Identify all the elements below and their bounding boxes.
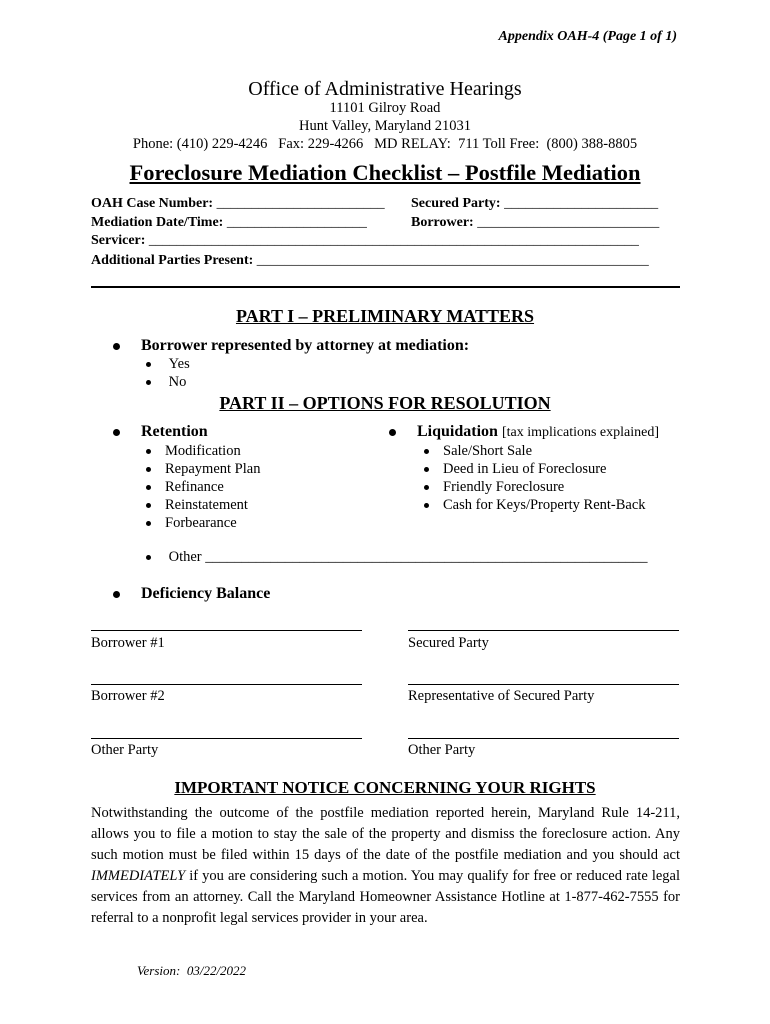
other-line[interactable]: _____________________________________________________________ xyxy=(205,549,648,565)
address-line-1: 11101 Gilroy Road xyxy=(329,100,441,116)
retention-item[interactable] xyxy=(146,443,241,460)
notice-text: Notwithstanding the outcome of the postfile mediation reported herein, Maryland Rule 14-211, allows you to file a motion to stay the sale of the property and dismiss the foreclosure action. Any such motion must be filed within 15 days of the date of the postfile mediation and you should act xyxy=(91,805,680,863)
signature-label-borrower-2: Borrower #2 xyxy=(91,688,165,704)
liquidation-item[interactable] xyxy=(424,461,606,478)
notice-text: if you are considering such a motion. You may qualify for free or reduced rate legal services from an attorney. Call the Maryland Homeowner Assistance Hotline at 1-877-462-7555 for referral to a nonprofit legal services provider in your area. xyxy=(91,867,680,926)
deficiency-heading xyxy=(113,585,270,603)
secured-party-label: Secured Party: xyxy=(411,196,501,211)
contact-line: Phone: (410) 229-4246 Fax: 229-4266 MD RELAY: 711 Toll Free: (800) 388-8805 xyxy=(132,136,638,152)
bullet-icon xyxy=(146,362,151,367)
retention-item-label: Forbearance xyxy=(165,515,237,531)
liquidation-item-label: Friendly Foreclosure xyxy=(443,479,565,495)
retention-heading-text: Retention xyxy=(141,423,208,440)
liquidation-item[interactable] xyxy=(424,443,532,460)
appendix-label: Appendix OAH-4 (Page 1 of 1) xyxy=(498,29,677,44)
secured-party-field[interactable] xyxy=(411,196,658,212)
bullet-icon xyxy=(424,467,429,472)
bullet-icon xyxy=(146,555,151,560)
notice-title: IMPORTANT NOTICE CONCERNING YOUR RIGHTS xyxy=(174,778,596,797)
signature-label-other-party-left: Other Party xyxy=(91,742,159,758)
retention-item[interactable] xyxy=(146,497,248,514)
option-no[interactable] xyxy=(146,374,186,391)
retention-item[interactable] xyxy=(146,479,224,496)
borrower-label: Borrower: xyxy=(411,215,474,230)
bullet-icon xyxy=(389,429,396,436)
version-label: Version: 03/22/2022 xyxy=(137,963,247,978)
signature-label-representative: Representative of Secured Party xyxy=(408,688,595,704)
borrower-field[interactable] xyxy=(411,215,659,231)
liquidation-item[interactable] xyxy=(424,497,646,514)
mediation-date-field[interactable] xyxy=(91,215,367,231)
retention-item-label: Repayment Plan xyxy=(165,461,261,477)
option-no-label: No xyxy=(168,374,187,390)
additional-parties-label: Additional Parties Present: xyxy=(91,253,254,268)
bullet-icon xyxy=(113,429,120,436)
other-label: Other xyxy=(168,549,202,565)
liquidation-item-label: Cash for Keys/Property Rent-Back xyxy=(443,497,646,513)
bullet-icon xyxy=(113,591,120,598)
liquidation-heading-text: Liquidation xyxy=(417,423,498,440)
signature-line[interactable] xyxy=(91,738,362,739)
mediation-date-line[interactable]: ____________________ xyxy=(226,215,367,230)
signature-line[interactable] xyxy=(408,630,679,631)
notice-body xyxy=(91,803,680,928)
option-yes-label: Yes xyxy=(168,356,190,372)
additional-parties-field[interactable] xyxy=(91,253,649,269)
bullet-icon xyxy=(146,521,151,526)
bullet-icon xyxy=(424,449,429,454)
retention-heading xyxy=(113,423,208,441)
page-title: Foreclosure Mediation Checklist – Postfile Mediation xyxy=(129,160,641,185)
servicer-field[interactable] xyxy=(91,233,639,249)
retention-item[interactable] xyxy=(146,461,260,478)
retention-item-label: Reinstatement xyxy=(165,497,248,513)
office-name: Office of Administrative Hearings xyxy=(248,78,522,100)
retention-item-label: Refinance xyxy=(165,479,224,495)
section-divider xyxy=(91,286,680,288)
attorney-question-text: Borrower represented by attorney at mediation: xyxy=(141,337,470,354)
liquidation-item-label: Deed in Lieu of Foreclosure xyxy=(443,461,607,477)
bullet-icon xyxy=(113,343,120,350)
retention-item-label: Modification xyxy=(165,443,241,459)
case-number-line[interactable]: ________________________ xyxy=(216,196,385,211)
servicer-label: Servicer: xyxy=(91,233,146,248)
notice-emphasis: IMMEDIATELY xyxy=(91,867,186,884)
bullet-icon xyxy=(146,467,151,472)
retention-item[interactable] xyxy=(146,515,237,532)
part-2-title: PART II – OPTIONS FOR RESOLUTION xyxy=(219,393,551,413)
signature-line[interactable] xyxy=(408,684,679,685)
deficiency-heading-text: Deficiency Balance xyxy=(141,585,271,602)
bullet-icon xyxy=(146,449,151,454)
borrower-line[interactable]: __________________________ xyxy=(477,215,660,230)
bullet-icon xyxy=(146,485,151,490)
signature-line[interactable] xyxy=(91,684,362,685)
additional-parties-line[interactable]: ________________________________________________________ xyxy=(256,253,649,268)
bullet-icon xyxy=(146,503,151,508)
signature-label-other-party-right: Other Party xyxy=(408,742,476,758)
signature-line[interactable] xyxy=(408,738,679,739)
case-number-label: OAH Case Number: xyxy=(91,196,214,211)
liquidation-heading xyxy=(389,423,659,441)
case-number-field[interactable] xyxy=(91,196,385,212)
part-1-title: PART I – PRELIMINARY MATTERS xyxy=(235,306,535,326)
signature-label-borrower-1: Borrower #1 xyxy=(91,635,165,651)
bullet-icon xyxy=(146,380,151,385)
address-line-2: Hunt Valley, Maryland 21031 xyxy=(299,118,471,134)
signature-line[interactable] xyxy=(91,630,362,631)
liquidation-item-label: Sale/Short Sale xyxy=(443,443,533,459)
liquidation-item[interactable] xyxy=(424,479,564,496)
servicer-line[interactable]: ______________________________________________________________________ xyxy=(148,233,639,248)
option-yes[interactable] xyxy=(146,356,190,373)
secured-party-line[interactable]: ______________________ xyxy=(504,196,659,211)
attorney-question xyxy=(113,337,469,355)
bullet-icon xyxy=(424,503,429,508)
signature-label-secured-party: Secured Party xyxy=(408,635,489,651)
other-option[interactable] xyxy=(146,549,648,566)
liquidation-note: [tax implications explained] xyxy=(501,425,659,440)
mediation-date-label: Mediation Date/Time: xyxy=(91,215,224,230)
bullet-icon xyxy=(424,485,429,490)
